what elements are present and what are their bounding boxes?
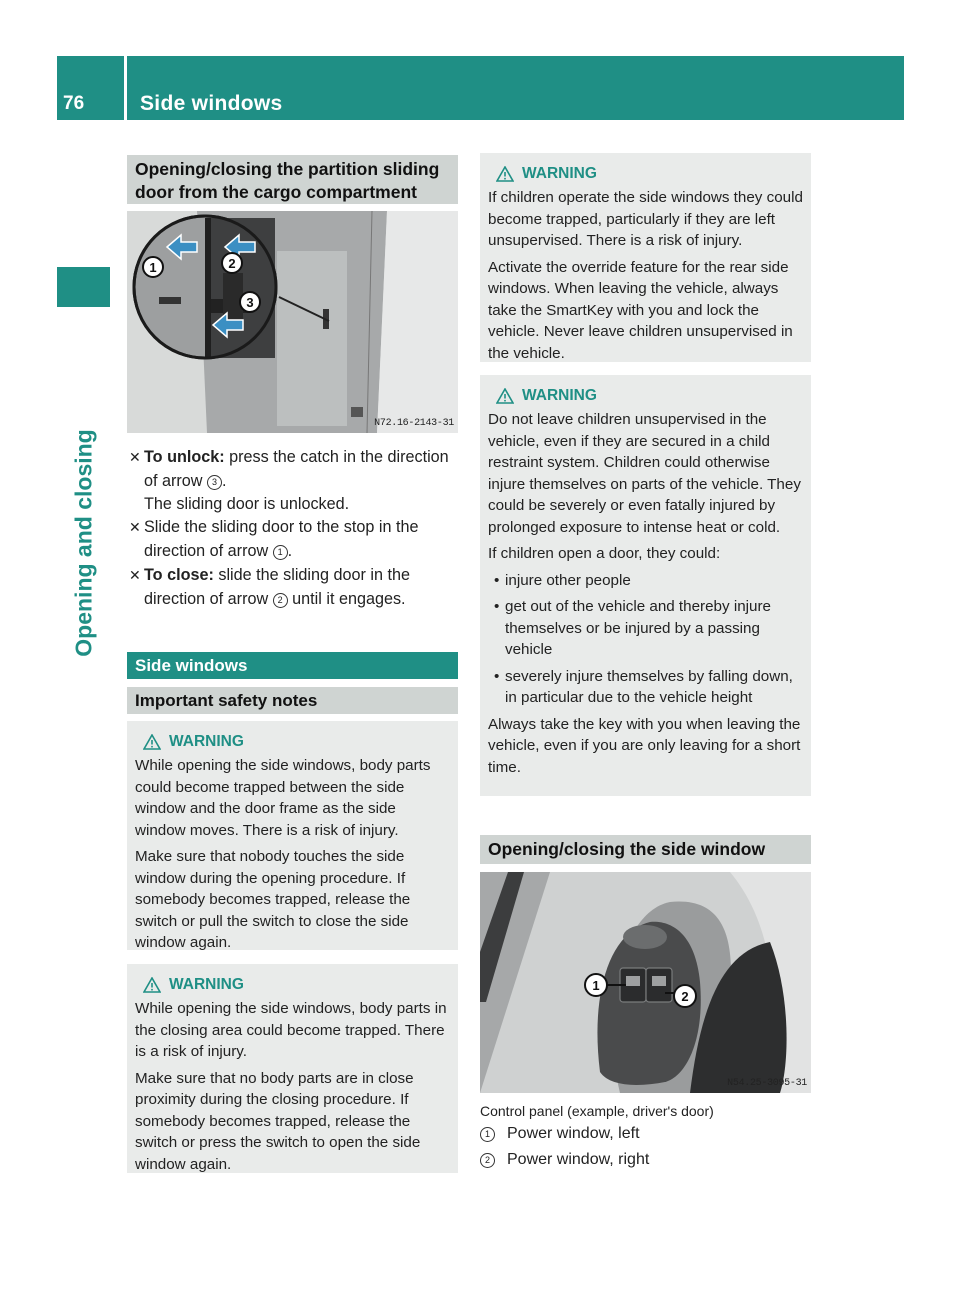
x-step-marker-icon: ✕ [129, 567, 141, 583]
legend-label: Power window, right [507, 1151, 650, 1168]
step-close [129, 564, 462, 611]
warning-triangle-icon [496, 166, 514, 182]
warning-title [488, 385, 803, 407]
warning-paragraph: Make sure that nobody touches the side window during the opening procedure. If somebody becomes trapped, release the switch or pull the switch to close the side window again. [135, 848, 411, 951]
warning-paragraph: While opening the side windows, body parts could become trapped between the side window and the door frame as the side window moves. There is a risk of injury. [135, 757, 431, 839]
warning-paragraph: Activate the override feature for the rear side windows. When leaving the vehicle, always take the SmartKey with you and lock the vehicle. Never leave children unsupervised in the vehicle. [488, 258, 793, 362]
warning-title [488, 163, 803, 185]
warning-title [135, 731, 450, 753]
legend-number: 1 [480, 1127, 495, 1142]
warning-box [480, 153, 811, 362]
ref-arrow-1: 1 [273, 545, 288, 560]
warning-paragraph: Always take the key with you when leaving the vehicle, even if you are only leaving for a short time. [488, 715, 801, 776]
warning-paragraph: Do not leave children unsupervised in the vehicle, even if they are secured in a child restraint system. Children could otherwise injure themselves on parts of the vehicle. They could be severely or even fatally injured by prolonged exposure to intense heat or cold. [488, 411, 801, 536]
step-text: press the catch in the direction of arrow [144, 448, 449, 490]
control-panel-figure [480, 872, 811, 1093]
warning-box [127, 721, 458, 950]
page-number: 76 [63, 93, 85, 114]
partition-door-figure [127, 211, 458, 433]
list-item: • severely injure themselves by falling down, in particular due to the vehicle height [488, 666, 803, 709]
warning-label: WARNING [169, 733, 244, 750]
figure-code: N54.25-3095-31 [727, 1078, 807, 1089]
step-after: . [221, 471, 227, 490]
side-tab-label: Opening and closing [70, 429, 97, 657]
warning-label: WARNING [522, 387, 597, 404]
legend-number: 2 [480, 1153, 495, 1168]
step-text: Slide the sliding door to the stop in the direction of arrow [144, 518, 419, 560]
step-unlock [129, 446, 462, 517]
warning-bullet-list [488, 570, 803, 709]
step-slide [129, 516, 462, 563]
warning-label: WARNING [522, 165, 597, 182]
step-after: . [287, 541, 293, 560]
warning-triangle-icon [143, 734, 161, 750]
step-bold: To unlock: [144, 448, 225, 466]
section-heading-side-window: Opening/closing the side window [480, 835, 811, 864]
figure-caption: Control panel (example, driver's door) [480, 1103, 714, 1119]
callout-2: 2 [681, 989, 689, 1004]
figure-code: N72.16-2143-31 [374, 418, 454, 429]
list-item: • injure other people [488, 570, 803, 592]
callout-3: 3 [246, 295, 254, 310]
warning-label: WARNING [169, 976, 244, 993]
step-bold: To close: [144, 566, 214, 584]
side-tab-marker [57, 267, 110, 307]
x-step-marker-icon: ✕ [129, 449, 141, 465]
legend-label: Power window, left [507, 1125, 640, 1142]
list-item: • get out of the vehicle and thereby injure themselves or be injured by a passing vehicle [488, 596, 803, 661]
warning-paragraph: If children operate the side windows they could become trapped, particularly if they are left unsupervised. There is a risk of injury. [488, 189, 803, 249]
x-step-marker-icon: ✕ [129, 519, 141, 535]
ref-arrow-2: 2 [273, 593, 288, 608]
step-after: until it engages. [287, 589, 406, 608]
legend-item [480, 1147, 811, 1173]
warning-triangle-icon [496, 388, 514, 404]
warning-box [127, 964, 458, 1173]
warning-paragraph: Make sure that no body parts are in close proximity during the closing procedure. If somebody becomes trapped, release the switch or press the switch to open the side window again. [135, 1069, 421, 1173]
header-divider [124, 56, 127, 120]
warning-title [135, 974, 450, 996]
section-title-side-windows: Side windows [127, 652, 458, 679]
warning-triangle-icon [143, 977, 161, 993]
section-heading-partition-door: Opening/closing the partition sliding door from the cargo compartment [127, 155, 458, 204]
callout-1: 1 [592, 978, 600, 993]
step-result: The sliding door is unlocked. [144, 495, 350, 513]
warning-box [480, 375, 811, 796]
callout-2: 2 [228, 256, 236, 271]
warning-paragraph: If children open a door, they could: [488, 545, 721, 562]
page-title: Side windows [140, 92, 283, 115]
ref-arrow-3: 3 [207, 475, 222, 490]
legend-item [480, 1121, 811, 1147]
subsection-title-safety-notes: Important safety notes [127, 687, 458, 714]
callout-1: 1 [149, 260, 157, 275]
warning-paragraph: While opening the side windows, body parts in the closing area could become trapped. There is a risk of injury. [135, 1000, 447, 1060]
step-text: slide the sliding door in the direction of arrow [144, 566, 411, 608]
